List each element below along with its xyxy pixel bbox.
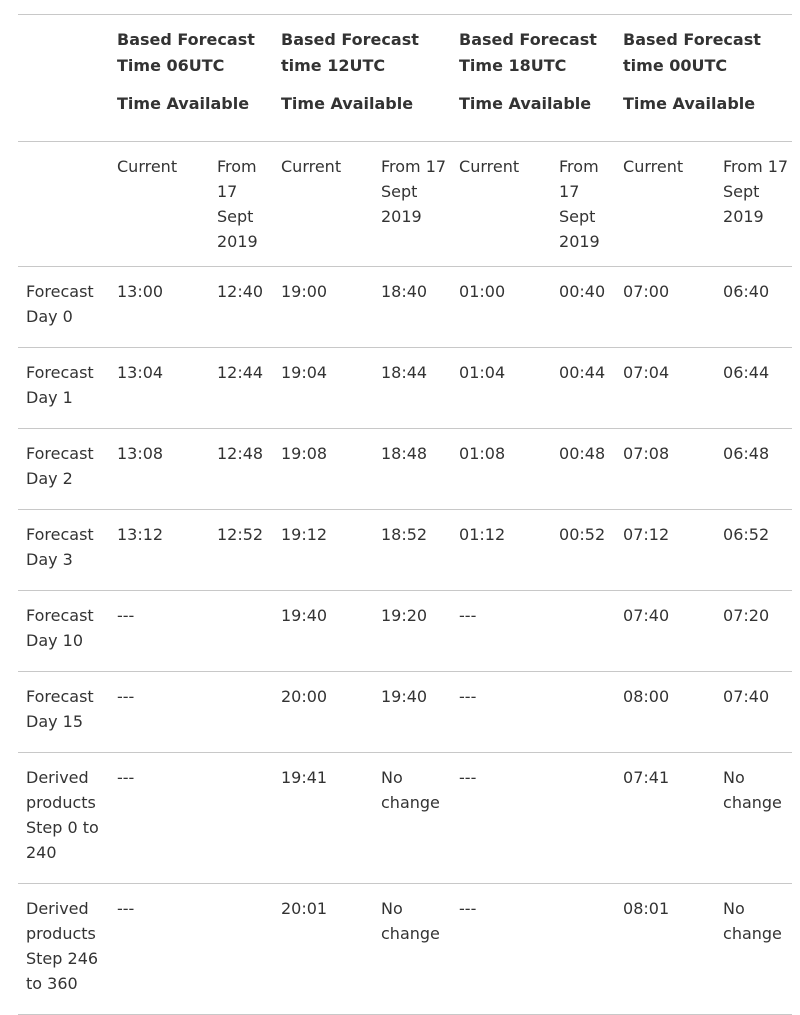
table-cell	[209, 672, 273, 753]
table-row	[18, 591, 792, 672]
table-cell: ---	[117, 606, 135, 625]
table-cell: No change	[723, 768, 782, 812]
table-cell: 06:40	[723, 282, 770, 301]
corner-cell	[18, 142, 109, 267]
table-cell: 07:40	[723, 687, 770, 706]
table-cell: ---	[117, 899, 135, 918]
table-cell: 08:00	[623, 687, 670, 706]
table-cell: ---	[459, 687, 477, 706]
table-cell: 06:52	[723, 525, 770, 544]
table-cell: 19:41	[281, 768, 328, 787]
table-cell: 13:12	[117, 525, 164, 544]
subheader-cell: Current	[117, 157, 178, 176]
row-label: Forecast Day 3	[26, 525, 94, 569]
table-cell	[551, 672, 615, 753]
row-label: Forecast Day 10	[26, 606, 94, 650]
table-cell: 00:40	[559, 282, 606, 301]
table-cell: 13:00	[117, 282, 164, 301]
row-label: Forecast Day 0	[26, 282, 94, 326]
table-cell: 01:12	[459, 525, 506, 544]
table-cell	[209, 753, 273, 884]
table-cell: 19:40	[281, 606, 328, 625]
table-cell: 07:41	[623, 768, 670, 787]
table-cell: ---	[117, 687, 135, 706]
row-label: Forecast Day 2	[26, 444, 94, 488]
row-label: Derived products Step 246 to 360	[26, 899, 99, 993]
row-label: Forecast Day 15	[26, 687, 94, 731]
header-00utc	[615, 15, 792, 142]
table-cell: 07:40	[623, 606, 670, 625]
table-cell: 08:01	[623, 899, 670, 918]
table-cell: ---	[459, 606, 477, 625]
subheader-cell: Current	[623, 157, 684, 176]
table-cell: 13:04	[117, 363, 164, 382]
table-row	[18, 884, 792, 1015]
table-cell: 12:52	[217, 525, 264, 544]
based-time-label: Based Forecast time 12UTC	[281, 30, 419, 75]
table-row	[18, 672, 792, 753]
table-cell: 12:40	[217, 282, 264, 301]
table-cell: 01:00	[459, 282, 506, 301]
subheader-cell: From 17 Sept 2019	[217, 157, 258, 251]
table-row	[18, 753, 792, 884]
table-cell: 19:04	[281, 363, 328, 382]
table-body	[18, 267, 792, 1015]
header-18utc	[451, 15, 615, 142]
header-row	[18, 15, 792, 142]
table-cell: 19:00	[281, 282, 328, 301]
table-cell: 20:00	[281, 687, 328, 706]
table-cell	[209, 884, 273, 1015]
table-cell: 19:12	[281, 525, 328, 544]
header-12utc	[273, 15, 451, 142]
table-cell: 06:44	[723, 363, 770, 382]
table-cell: ---	[117, 768, 135, 787]
table-cell: 18:48	[381, 444, 428, 463]
table-cell: 07:12	[623, 525, 670, 544]
subheader-row	[18, 142, 792, 267]
table-cell: 18:44	[381, 363, 428, 382]
table-row	[18, 348, 792, 429]
table-cell: 20:01	[281, 899, 328, 918]
based-time-label: Based Forecast time 00UTC	[623, 30, 761, 75]
table-cell: No change	[381, 899, 440, 943]
table-cell: 12:48	[217, 444, 264, 463]
subheader-cell: From 17 Sept 2019	[723, 157, 789, 226]
table-cell: 12:44	[217, 363, 264, 382]
corner-cell	[18, 15, 109, 142]
table-cell: 07:00	[623, 282, 670, 301]
table-cell: 07:20	[723, 606, 770, 625]
table-cell: No change	[723, 899, 782, 943]
table-cell: 00:48	[559, 444, 606, 463]
table-cell: No change	[381, 768, 440, 812]
header-06utc	[109, 15, 273, 142]
table-cell: 13:08	[117, 444, 164, 463]
time-available-label: Time Available	[117, 94, 250, 113]
time-available-label: Time Available	[459, 94, 592, 113]
table-cell: 07:04	[623, 363, 670, 382]
subheader-cell: From 17 Sept 2019	[381, 157, 447, 226]
table-cell: 07:08	[623, 444, 670, 463]
table-row	[18, 429, 792, 510]
table-cell: 18:52	[381, 525, 428, 544]
table-row	[18, 267, 792, 348]
table-cell: 06:48	[723, 444, 770, 463]
based-time-label: Based Forecast Time 18UTC	[459, 30, 597, 75]
row-label: Derived products Step 0 to 240	[26, 768, 99, 862]
time-available-label: Time Available	[281, 94, 414, 113]
table-cell: 19:40	[381, 687, 428, 706]
table-cell: ---	[459, 768, 477, 787]
table-cell: 19:08	[281, 444, 328, 463]
forecast-availability-table	[18, 14, 792, 1015]
table-cell: 19:20	[381, 606, 428, 625]
table-cell	[551, 753, 615, 884]
table-cell	[209, 591, 273, 672]
subheader-cell: From 17 Sept 2019	[559, 157, 600, 251]
table-cell: 18:40	[381, 282, 428, 301]
table-cell	[551, 591, 615, 672]
time-available-label: Time Available	[623, 94, 756, 113]
based-time-label: Based Forecast Time 06UTC	[117, 30, 255, 75]
table-cell: ---	[459, 899, 477, 918]
subheader-cell: Current	[459, 157, 520, 176]
table-cell	[551, 884, 615, 1015]
table-cell: 00:44	[559, 363, 606, 382]
table-cell: 01:08	[459, 444, 506, 463]
row-label: Forecast Day 1	[26, 363, 94, 407]
table-cell: 00:52	[559, 525, 606, 544]
table-cell: 01:04	[459, 363, 506, 382]
subheader-cell: Current	[281, 157, 342, 176]
table-row	[18, 510, 792, 591]
